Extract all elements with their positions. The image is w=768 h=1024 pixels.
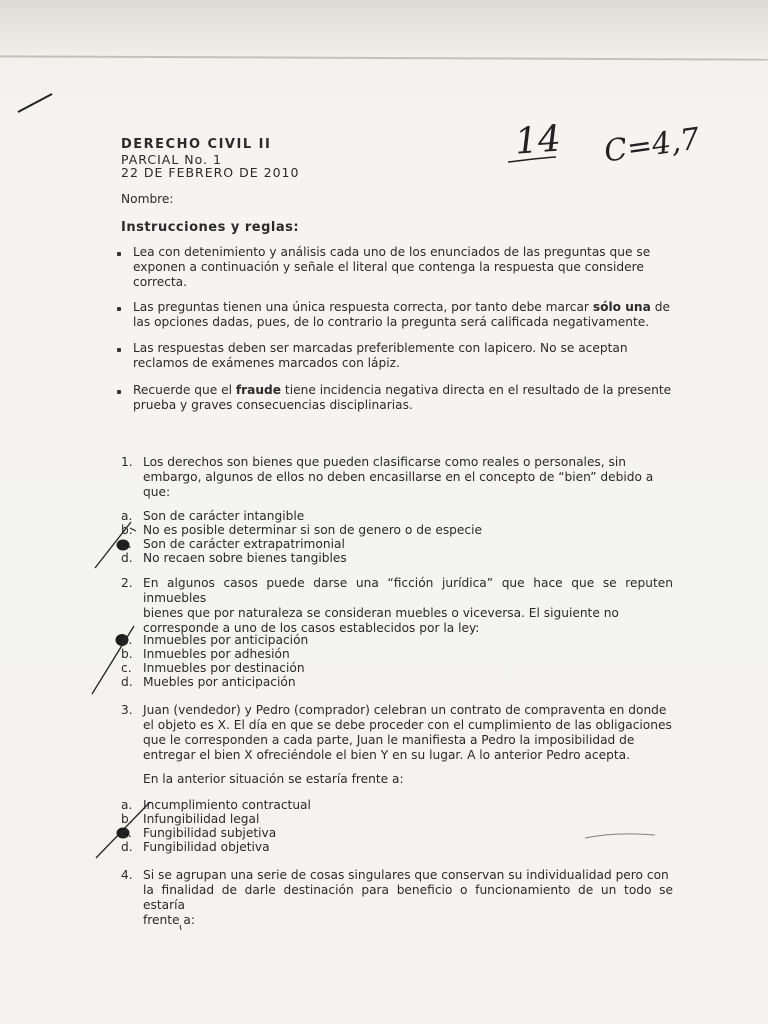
handwritten-score: 14 <box>513 118 563 163</box>
question-3-prompt: En la anterior situación se estaría frente a: <box>143 772 404 786</box>
bullet-dot <box>117 252 121 256</box>
option-a[interactable]: a. Son de carácter intangible <box>121 509 305 523</box>
pen-stroke-top-left <box>18 94 52 112</box>
instruction-3: Las respuestas deben ser marcadas preferiblemente con lapicero. No se aceptan reclamos de exámenes marcados con lápiz. <box>133 341 628 370</box>
option-c[interactable]: c. Inmuebles por destinación <box>121 661 305 675</box>
instructions-heading: Instrucciones y reglas: <box>121 220 300 235</box>
exam-number: PARCIAL No. 1 <box>121 152 222 167</box>
option-a[interactable]: a. Inmuebles por anticipación <box>121 633 309 647</box>
question-1-text: Los derechos son bienes que pueden clasificarse como reales o personales, sin embargo, algunos de ellos no deben encasillarse en el concepto de “bien” debido a que: <box>143 455 654 499</box>
question-3-options <box>121 798 311 854</box>
exam-date: 22 DE FEBRERO DE 2010 <box>121 165 300 180</box>
bullet-dot <box>117 307 121 311</box>
instruction-4: Recuerde que el fraude tiene incidencia negativa directa en el resultado de la presente prueba y graves consecuencias disciplinarias. <box>133 383 672 412</box>
option-c[interactable]: c. Fungibilidad subjetiva <box>121 826 277 840</box>
option-b[interactable]: b. Infungibilidad legal <box>121 812 260 826</box>
question-2-text: En algunos casos puede darse una “ficción jurídica” que hace que se reputen inmuebles bienes que por naturaleza se consideran muebles o viceversa. El siguiente no corresponde a uno de los casos establecidos por la ley: <box>143 576 673 635</box>
name-field-label: Nombre: <box>121 192 174 206</box>
option-b[interactable]: b. No es posible determinar si son de genero o de especie <box>121 523 482 537</box>
option-c[interactable]: c. Son de carácter extrapatrimonial <box>121 537 345 551</box>
course-title: DERECHO CIVIL II <box>121 137 272 152</box>
question-3-number: 3. <box>121 703 133 717</box>
option-b[interactable]: b. Inmuebles por adhesión <box>121 647 290 661</box>
option-d[interactable]: d. Muebles por anticipación <box>121 675 296 689</box>
bullet-dot <box>117 390 121 394</box>
question-1-number: 1. <box>121 455 133 469</box>
option-d[interactable]: d. Fungibilidad objetiva <box>121 840 270 854</box>
question-3-text: Juan (vendedor) y Pedro (comprador) celebran un contrato de compraventa en donde el objeto es X. El día en que se debe proceder con el cumplimiento de las obligaciones que le corresponden a cada parte, Juan le manifiesta a Pedro la imposibilidad de entregar el bien X ofreciéndole el bien Y en su lugar. A lo anterior Pedro acepta. <box>143 703 672 762</box>
question-2-number: 2. <box>121 576 133 590</box>
bullet-dot <box>117 348 121 352</box>
option-a[interactable]: a. Incumplimiento contractual <box>121 798 311 812</box>
handwritten-grade: C=4,7 <box>602 121 702 170</box>
instruction-1: Lea con detenimiento y análisis cada uno de los enunciados de las preguntas que se exponen a continuación y señale el literal que contenga la respuesta que considere correcta. <box>133 245 651 289</box>
question-2-options <box>121 633 308 689</box>
question-1-options <box>121 509 482 565</box>
instruction-2: Las preguntas tienen una única respuesta correcta, por tanto debe marcar sólo una de las opciones dadas, pues, de lo contrario la pregunta será calificada negativamente. <box>133 300 670 329</box>
question-4-text: Si se agrupan una serie de cosas singulares que conservan su individualidad pero con la finalidad de darle destinación para beneficio o funcionamiento de un todo se estaría frente a: <box>143 868 673 927</box>
question-4-number: 4. <box>121 868 133 882</box>
option-d[interactable]: d. No recaen sobre bienes tangibles <box>121 551 347 565</box>
